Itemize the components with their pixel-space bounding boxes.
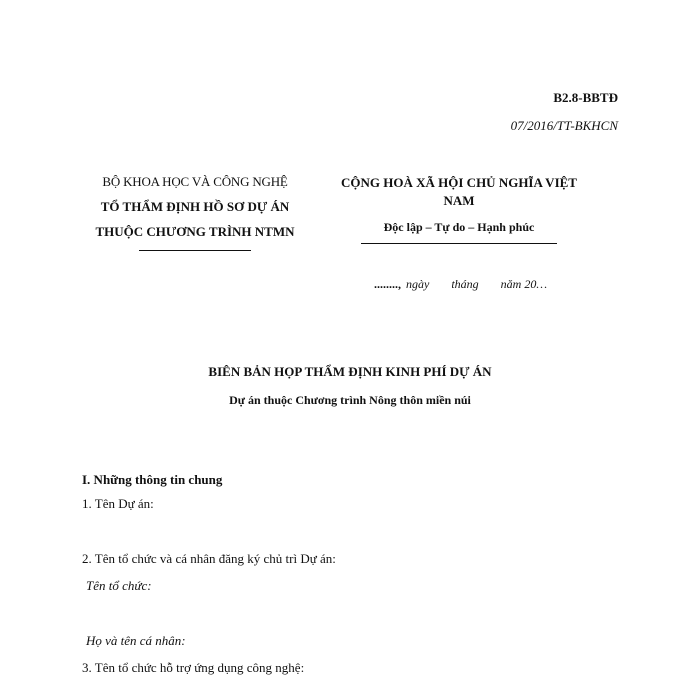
circular-reference: 07/2016/TT-BKHCN — [510, 118, 618, 133]
issuing-authority-block — [80, 174, 310, 251]
date-line — [374, 277, 547, 292]
document-title: BIÊN BẢN HỌP THẨM ĐỊNH KINH PHÍ DỰ ÁN — [208, 364, 492, 379]
section-general-info: I. Những thông tin chung — [82, 472, 223, 487]
item-support-organization: 3. Tên tổ chức hỗ trợ ứng dụng công nghệ: — [82, 660, 305, 675]
item-host-organization: 2. Tên tổ chức và cá nhân đăng ký chủ trì Dự án: — [82, 551, 336, 566]
field-person-name: Họ và tên cá nhân: — [86, 633, 186, 648]
authority-underline — [139, 250, 251, 251]
date-month: tháng — [451, 277, 479, 291]
date-dots: ........, — [374, 277, 401, 291]
document-subtitle: Dự án thuộc Chương trình Nông thôn miền núi — [229, 393, 471, 407]
appraisal-group-line1: TỔ THẨM ĐỊNH HỒ SƠ DỰ ÁN — [100, 199, 290, 214]
motto-underline — [361, 243, 557, 244]
country-name: CỘNG HOÀ XÃ HỘI CHỦ NGHĨA VIỆT NAM — [341, 175, 577, 208]
date-year: năm 20… — [500, 277, 548, 291]
ministry-name: BỘ KHOA HỌC VÀ CÔNG NGHỆ — [102, 174, 288, 189]
appraisal-group-line2: THUỘC CHƯƠNG TRÌNH NTMN — [95, 224, 295, 239]
national-motto: Độc lập – Tự do – Hạnh phúc — [383, 220, 535, 234]
field-organization-name: Tên tổ chức: — [86, 578, 152, 593]
date-day: ngày — [406, 277, 430, 291]
national-header-block — [324, 174, 594, 244]
form-code: B2.8-BBTĐ — [553, 90, 618, 105]
item-project-name: 1. Tên Dự án: — [82, 496, 154, 511]
